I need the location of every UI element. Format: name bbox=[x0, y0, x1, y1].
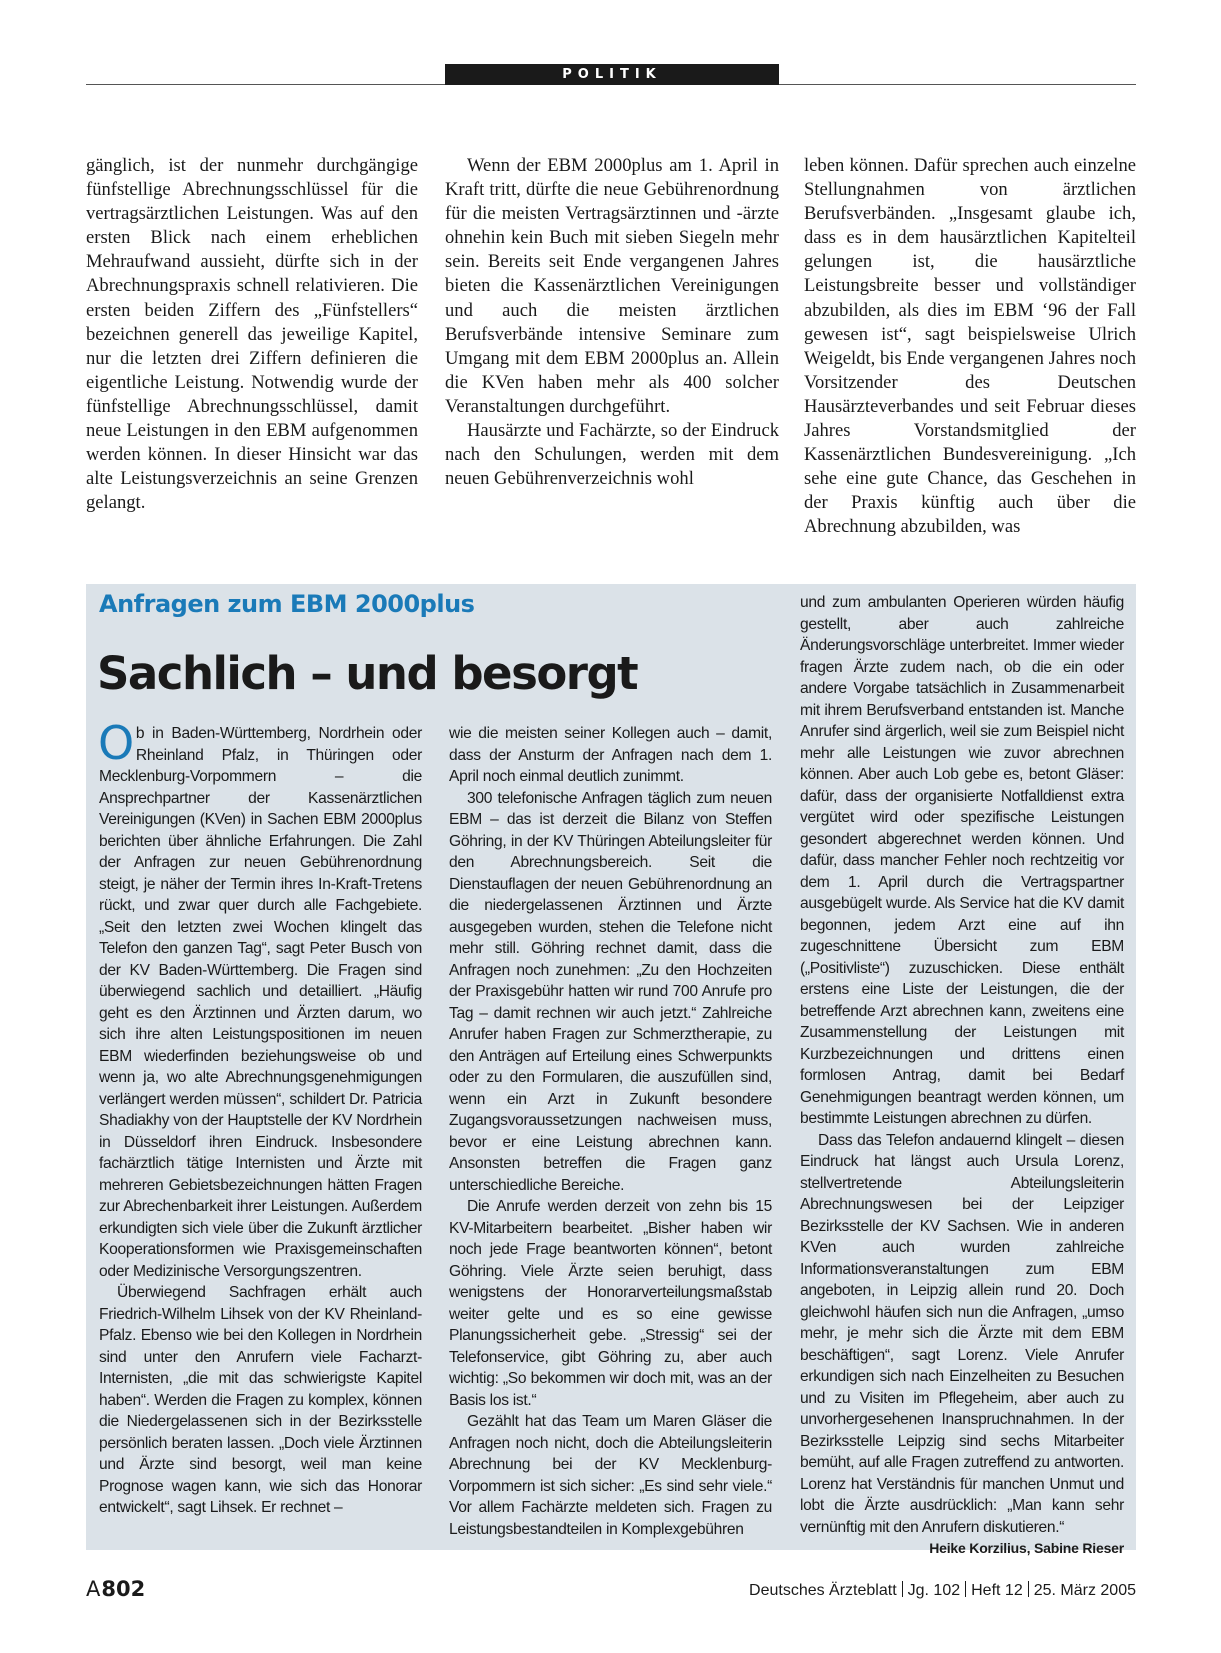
volume: Jg. 102 bbox=[907, 1582, 961, 1599]
paragraph: und zum ambulanten Operieren würden häufig gestellt, aber auch zahlreiche Änderungsvorschläge unterbreitet. Immer wieder fragen Ärzte zudem nach, ob die ein oder andere Vorgabe tatsächlich in Zusammenarbeit mit ihrem Berufsverband entstanden ist. Manche Anrufer sind ärgerlich, weil sie zum Beispiel nicht mehr alle Leistungen wie zuvor abrechnen können. Aber auch Lob gebe es, betont Gläser: dafür, dass der organisierte Notfalldienst extra vergütet wird oder spezifische Leistungen gesondert abgerechnet werden können. Und dafür, dass mancher Fehler noch rechtzeitig vor dem 1. April durch die Vertragspartner ausgebügelt wurde. Als Service hat die KV damit begonnen, jedem Arzt eine auf ihn zugeschnittene Übersicht zum EBM („Positivliste“) zuzuschicken. Diese enthält erstens eine Liste der Leistungen, die der betreffende Arzt abrechnen kann, zweitens eine Zusammenstellung der Leistungen mit Kurzbezeichnungen und drittens einen formlosen Antrag, damit bei Bedarf Genehmigungen beantragt werden können, um bestimmte Leistungen abrechnen zu dürfen. bbox=[800, 594, 1124, 1127]
paragraph: Gezählt hat das Team um Maren Gläser die Anfragen noch nicht, doch die Abteilungsleiterin Abrechnung bei der KV Mecklenburg-Vorpommern ist sich sicher: „Es sind sehr viele.“ Vor allem Fachärzte meldeten sich. Fragen zu Leistungsbestandteilen in Komplexgebühren bbox=[449, 1413, 772, 1538]
article-column-2 bbox=[445, 154, 779, 491]
box-column-3 bbox=[800, 592, 1124, 1560]
paragraph: wie die meisten seiner Kollegen auch – damit, dass der Ansturm der Anfragen nach dem 1. April noch einmal deutlich zunimmt. bbox=[449, 725, 772, 785]
article-column-3 bbox=[804, 154, 1136, 540]
paragraph: Hausärzte und Fachärzte, so der Eindruck nach den Schulungen, werden mit dem neuen Gebührenverzeichnis wohl bbox=[445, 420, 779, 490]
box-headline: Sachlich – und besorgt bbox=[97, 647, 638, 700]
journal-name: Deutsches Ärzteblatt bbox=[749, 1582, 897, 1599]
author-byline: Heike Korzilius, Sabine Rieser bbox=[929, 1540, 1124, 1556]
paragraph: 300 telefonische Anfragen täglich zum neuen EBM – das ist derzeit die Bilanz von Steffen Göhring, in der KV Thüringen Abteilungsleiter für den Abrechnungsbereich. Seit die Dienstauflagen der neuen Gebührenordnung an die niedergelassenen Ärztinnen und Ärzte ausgegeben wurden, stehen die Telefone nicht mehr still. Göhring rechnet damit, dass die Anfragen noch zunehmen: „Zu den Hochzeiten der Praxisgebühr hatten wir rund 700 Anrufe pro Tag – damit rechnen wir auch jetzt.“ Zahlreiche Anrufer haben Fragen zur Schmerztherapie, zu den Anträgen auf Erteilung eines Schwerpunkts oder zu den Formularen, die auszufüllen sind, wenn ein Arzt in Zukunft besondere Zugangsvoraussetzungen nachweisen muss, bevor er eine Leistung abrechnen kann. Ansonsten betreffen die Fragen ganz unterschiedliche Bereiche. bbox=[449, 789, 772, 1194]
section-label: POLITIK bbox=[445, 64, 779, 85]
paragraph: gänglich, ist der nunmehr durchgängige fünfstellige Abrechnungsschlüssel für die vertragsärztlichen Leistungen. Was auf den ersten Blick nach einem erheblichen Mehraufwand aussieht, dürfte sich in der Abrechnungspraxis schnell relativieren. Die ersten beiden Ziffern des „Fünfstellers“ bezeichnen generell das jeweilige Kapitel, nur die letzten drei Ziffern definieren die eigentliche Leistung. Notwendig wurde der fünfstellige Abrechnungsschlüssel, damit neue Leistungen in den EBM aufgenommen werden können. In dieser Hinsicht war das alte Leistungsverzeichnis an seine Grenzen gelangt. bbox=[86, 155, 418, 514]
paragraph-text: Dass das Telefon andauernd klingelt – diesen Eindruck hat längst auch Ursula Lorenz, stellvertretende Abteilungsleiterin Abrechnungswesen bei der Leipziger Bezirksstelle der KV Sachsen. Wie in anderen KVen auch wurden zahlreiche Informationsveranstaltungen zum EBM angeboten, in Leipzig allein rund 20. Doch gleichwohl häufen sich nun die Anfragen, „umso mehr, je mehr sich die Ärzte mit dem EBM beschäftigen“, sagt Lorenz. Viele Anrufer erkundigen sich nach Einzelheiten zu Besuchen und zu Visiten im Pflegeheim, aber auch zu unvorhergesehenen Inanspruchnahmen. In der Bezirksstelle Leipzig sind sechs Mitarbeiter bemüht, auf alle Fragen zutreffend zu antworten. Lorenz hat Verständnis für manchen Unmut und lobt die Ärzte ausdrücklich: „Man kann sehr vernünftig mit den Anrufern diskutieren.“ bbox=[800, 1131, 1124, 1536]
footer-citation bbox=[749, 1581, 1136, 1600]
box-column-1 bbox=[98, 716, 422, 1519]
box-kicker: Anfragen zum EBM 2000plus bbox=[99, 590, 475, 618]
paragraph bbox=[800, 1130, 1124, 1556]
separator bbox=[965, 1581, 966, 1597]
separator bbox=[902, 1581, 903, 1597]
box-column-2 bbox=[449, 723, 772, 1540]
page-prefix: A bbox=[86, 1577, 101, 1601]
article-column-1 bbox=[86, 154, 418, 515]
paragraph: Überwiegend Sachfragen erhält auch Friedrich-Wilhelm Lihsek von der KV Rheinland-Pfalz. Ebenso wie bei den Kollegen in Nordrhein sind unter den Anrufern viele Facharzt-Internisten, „die mit das schwierigste Kapitel haben“. Werden die Fragen zu komplex, können die Niedergelassenen sich in der Bezirksstelle persönlich beraten lassen. „Doch viele Ärztinnen und Ärzte sind besorgt, weil man keine Prognose wagen kann, wie sich das Honorar entwickelt“, sagt Lihsek. Er rechnet – bbox=[99, 1284, 422, 1516]
separator bbox=[1028, 1581, 1029, 1597]
page-number bbox=[86, 1577, 145, 1601]
drop-cap: O bbox=[98, 716, 134, 770]
issue: Heft 12 bbox=[971, 1582, 1023, 1599]
paragraph bbox=[98, 716, 422, 1282]
issue-date: 25. März 2005 bbox=[1033, 1582, 1136, 1599]
paragraph: Die Anrufe werden derzeit von zehn bis 15 KV-Mitarbeitern bearbeitet. „Bisher haben wir noch jede Frage beantworten können“, betont Göhring. Viele Ärzte seien beruhigt, dass wenigstens der Honorarverteilungsmaßstab weiter gelte und es so eine gewisse Planungssicherheit gebe. „Stressig“ sei der Telefonservice, gibt Göhring zu, aber auch wichtig: „So bekommen wir doch mit, was an der Basis los ist.“ bbox=[449, 1198, 772, 1409]
paragraph: leben können. Dafür sprechen auch einzelne Stellungnahmen von ärztlichen Berufsverbänden. „Insgesamt glaube ich, dass es in dem hausärztlichen Kapitelteil gelungen ist, die hausärztliche Leistungsbreite besser und vollständiger abzubilden, als dies im EBM ‘96 der Fall gewesen ist“, sagt beispielsweise Ulrich Weigeldt, bis Ende vergangenen Jahres noch Vorsitzender des Deutschen Hausärzteverbandes und seit Februar dieses Jahres Vorstandsmitglied der Kassenärztlichen Bundesvereinigung. „Ich sehe eine gute Chance, das Geschehen in der Praxis künftig auch über die Abrechnung abzubilden, was bbox=[804, 155, 1136, 538]
page-number-value: 802 bbox=[101, 1577, 146, 1601]
paragraph: Wenn der EBM 2000plus am 1. April in Kraft tritt, dürfte die neue Gebührenordnung für die meisten Vertragsärztinnen und -ärzte ohnehin kein Buch mit sieben Siegeln mehr sein. Bereits seit Ende vergangenen Jahres bieten die Kassenärztlichen Vereinigungen und auch die meisten ärztlichen Berufsverbände intensive Seminare zum Umgang mit dem EBM 2000plus an. Allein die KVen haben mehr als 400 solcher Veranstaltungen durchgeführt. bbox=[445, 155, 779, 417]
paragraph-text: b in Baden-Württemberg, Nordrhein oder Rheinland Pfalz, in Thüringen oder Mecklenburg-Vorpommern – die Ansprechpartner der Kassenärztlichen Vereinigungen (KVen) in Sachen EBM 2000plus berichten über ähnliche Erfahrungen. Die Zahl der Anfragen zur neuen Gebührenordnung steigt, je näher der Termin ihres In-Kraft-Tretens rückt, und zwar quer durch alle Fachgebiete. „Seit den letzten zwei Wochen klingelt das Telefon den ganzen Tag“, sagt Peter Busch von der KV Baden-Württemberg. Die Fragen sind überwiegend sachlich und detailliert. „Häufig geht es den Ärztinnen und Ärzten darum, wo sich ihre alten Leistungspositionen im neuen EBM wiederfinden beziehungsweise ob und wenn ja, wo alte Abrechnungsgenehmigungen verlängert werden müssen“, schildert Dr. Patricia Shadiakhy von der Hauptstelle der KV Nordrhein in Düsseldorf ihren Eindruck. Insbesondere fachärztlich tätige Internisten und Ärzte mit mehreren Gebietsbezeichnungen hätten Fragen zur Abrechenbarkeit ihrer Leistungen. Außerdem erkundigten sich viele über die Zukunft ärztlicher Kooperationsformen wie Praxisgemeinschaften oder Medizinische Versorgungszentren. bbox=[99, 725, 422, 1280]
